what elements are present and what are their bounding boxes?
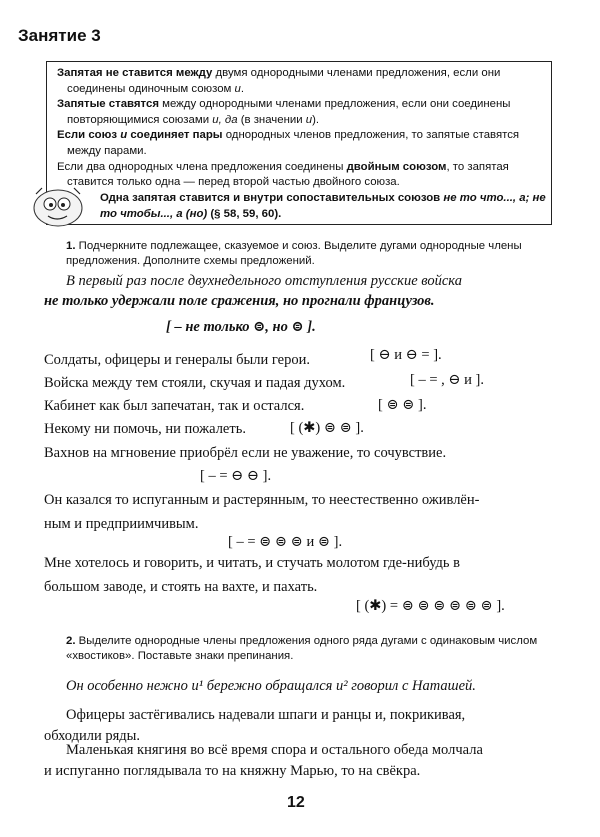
mascot-illustration (30, 186, 88, 228)
sentence-6-line-2: ным и предприимчивым. (44, 516, 199, 532)
sentence-3-schema: [ ⊜ ⊜ ]. (378, 397, 427, 413)
rule-3: Если союз и соединяет пары однородных членов предложения, то запятые ставятся между парами. (57, 129, 520, 157)
task-1-instruction: 1. Подчеркните подлежащее, сказуемое и союз. Выделите дугами однородные члены предложения. Дополните схемы предложений. (66, 240, 522, 267)
lesson-title: Занятие 3 (18, 26, 101, 45)
rule-1: Запятая не ставится между двумя однородными членами предложения, если они соединены одиночным союзом и. (57, 67, 501, 95)
task-2-example: Он особенно нежно и¹ бережно обращался и² говорил с Наташей. (66, 678, 476, 694)
sentence-5: Вахнов на мгновение приобрёл если не уважение, то сочувствие. (44, 445, 447, 461)
sentence-1: Солдаты, офицеры и генералы были герои. (44, 352, 310, 368)
sentence-6-line-1: Он казался то испуганным и растерянным, то неестественно оживлён- (44, 492, 480, 508)
task-2-paragraph-2-line-2: и испуганно поглядывала то на княжну Марью, то на свёкра. (44, 763, 421, 779)
example-schema: [ – не только ⊜, но ⊜ ]. (166, 319, 316, 335)
sentence-4: Некому ни помочь, ни пожалеть. (44, 421, 246, 437)
task-2-paragraph-1-line-2: обходили ряды. (44, 728, 141, 744)
sentence-1-schema: [ ⊖ и ⊖ = ]. (370, 347, 442, 363)
sentence-2: Войска между тем стояли, скучая и падая духом. (44, 375, 346, 391)
sentence-2-schema: [ – = , ⊖ и ]. (410, 372, 484, 388)
rule-2: Запятые ставятся между однородными членами предложения, если они соединены повторяющимися союзами и, да (в значении и). (57, 98, 511, 126)
sentence-4-schema: [ (✱) ⊜ ⊜ ]. (290, 420, 364, 436)
task-2-paragraph-2-line-1: Маленькая княгиня во всё время спора и остального обеда молчала (66, 742, 483, 758)
sentence-5-schema: [ – = ⊖ ⊖ ]. (200, 468, 272, 484)
sentence-7-line-1: Мне хотелось и говорить, и читать, и стучать молотом где-нибудь в (44, 555, 461, 571)
example-line-1: В первый раз после двухнедельного отступления русские войска (66, 273, 462, 289)
page-number: 12 (287, 794, 305, 811)
sentence-3: Кабинет как был запечатан, так и остался. (44, 398, 305, 414)
rule-4: Если два однородных члена предложения соединены двойным союзом, то запятая ставится только одна — перед второй частью двойного союза. (57, 160, 509, 189)
sentence-7-schema: [ (✱) = ⊜ ⊜ ⊜ ⊜ ⊜ ⊜ ]. (356, 598, 505, 614)
rule-note: Одна запятая ставится и внутри сопоставительных союзов не то что..., а; не то чтобы..., а (но) (§ 58, 59, 60). (100, 192, 546, 220)
sentence-6-schema: [ – = ⊜ ⊜ ⊜ и ⊜ ]. (228, 534, 343, 550)
example-line-2: не только удержали поле сражения, но прогнали французов. (44, 293, 435, 309)
task-2-paragraph-1-line-1: Офицеры застёгивались надевали шпаги и ранцы и, покрикивая, (66, 707, 466, 723)
task-2-instruction: 2. Выделите однородные члены предложения одного ряда дугами с одинаковым числом «хвостиков». Поставьте знаки препинания. (66, 635, 538, 662)
sentence-7-line-2: большом заводе, и стоять на вахте, и пахать. (44, 579, 318, 595)
